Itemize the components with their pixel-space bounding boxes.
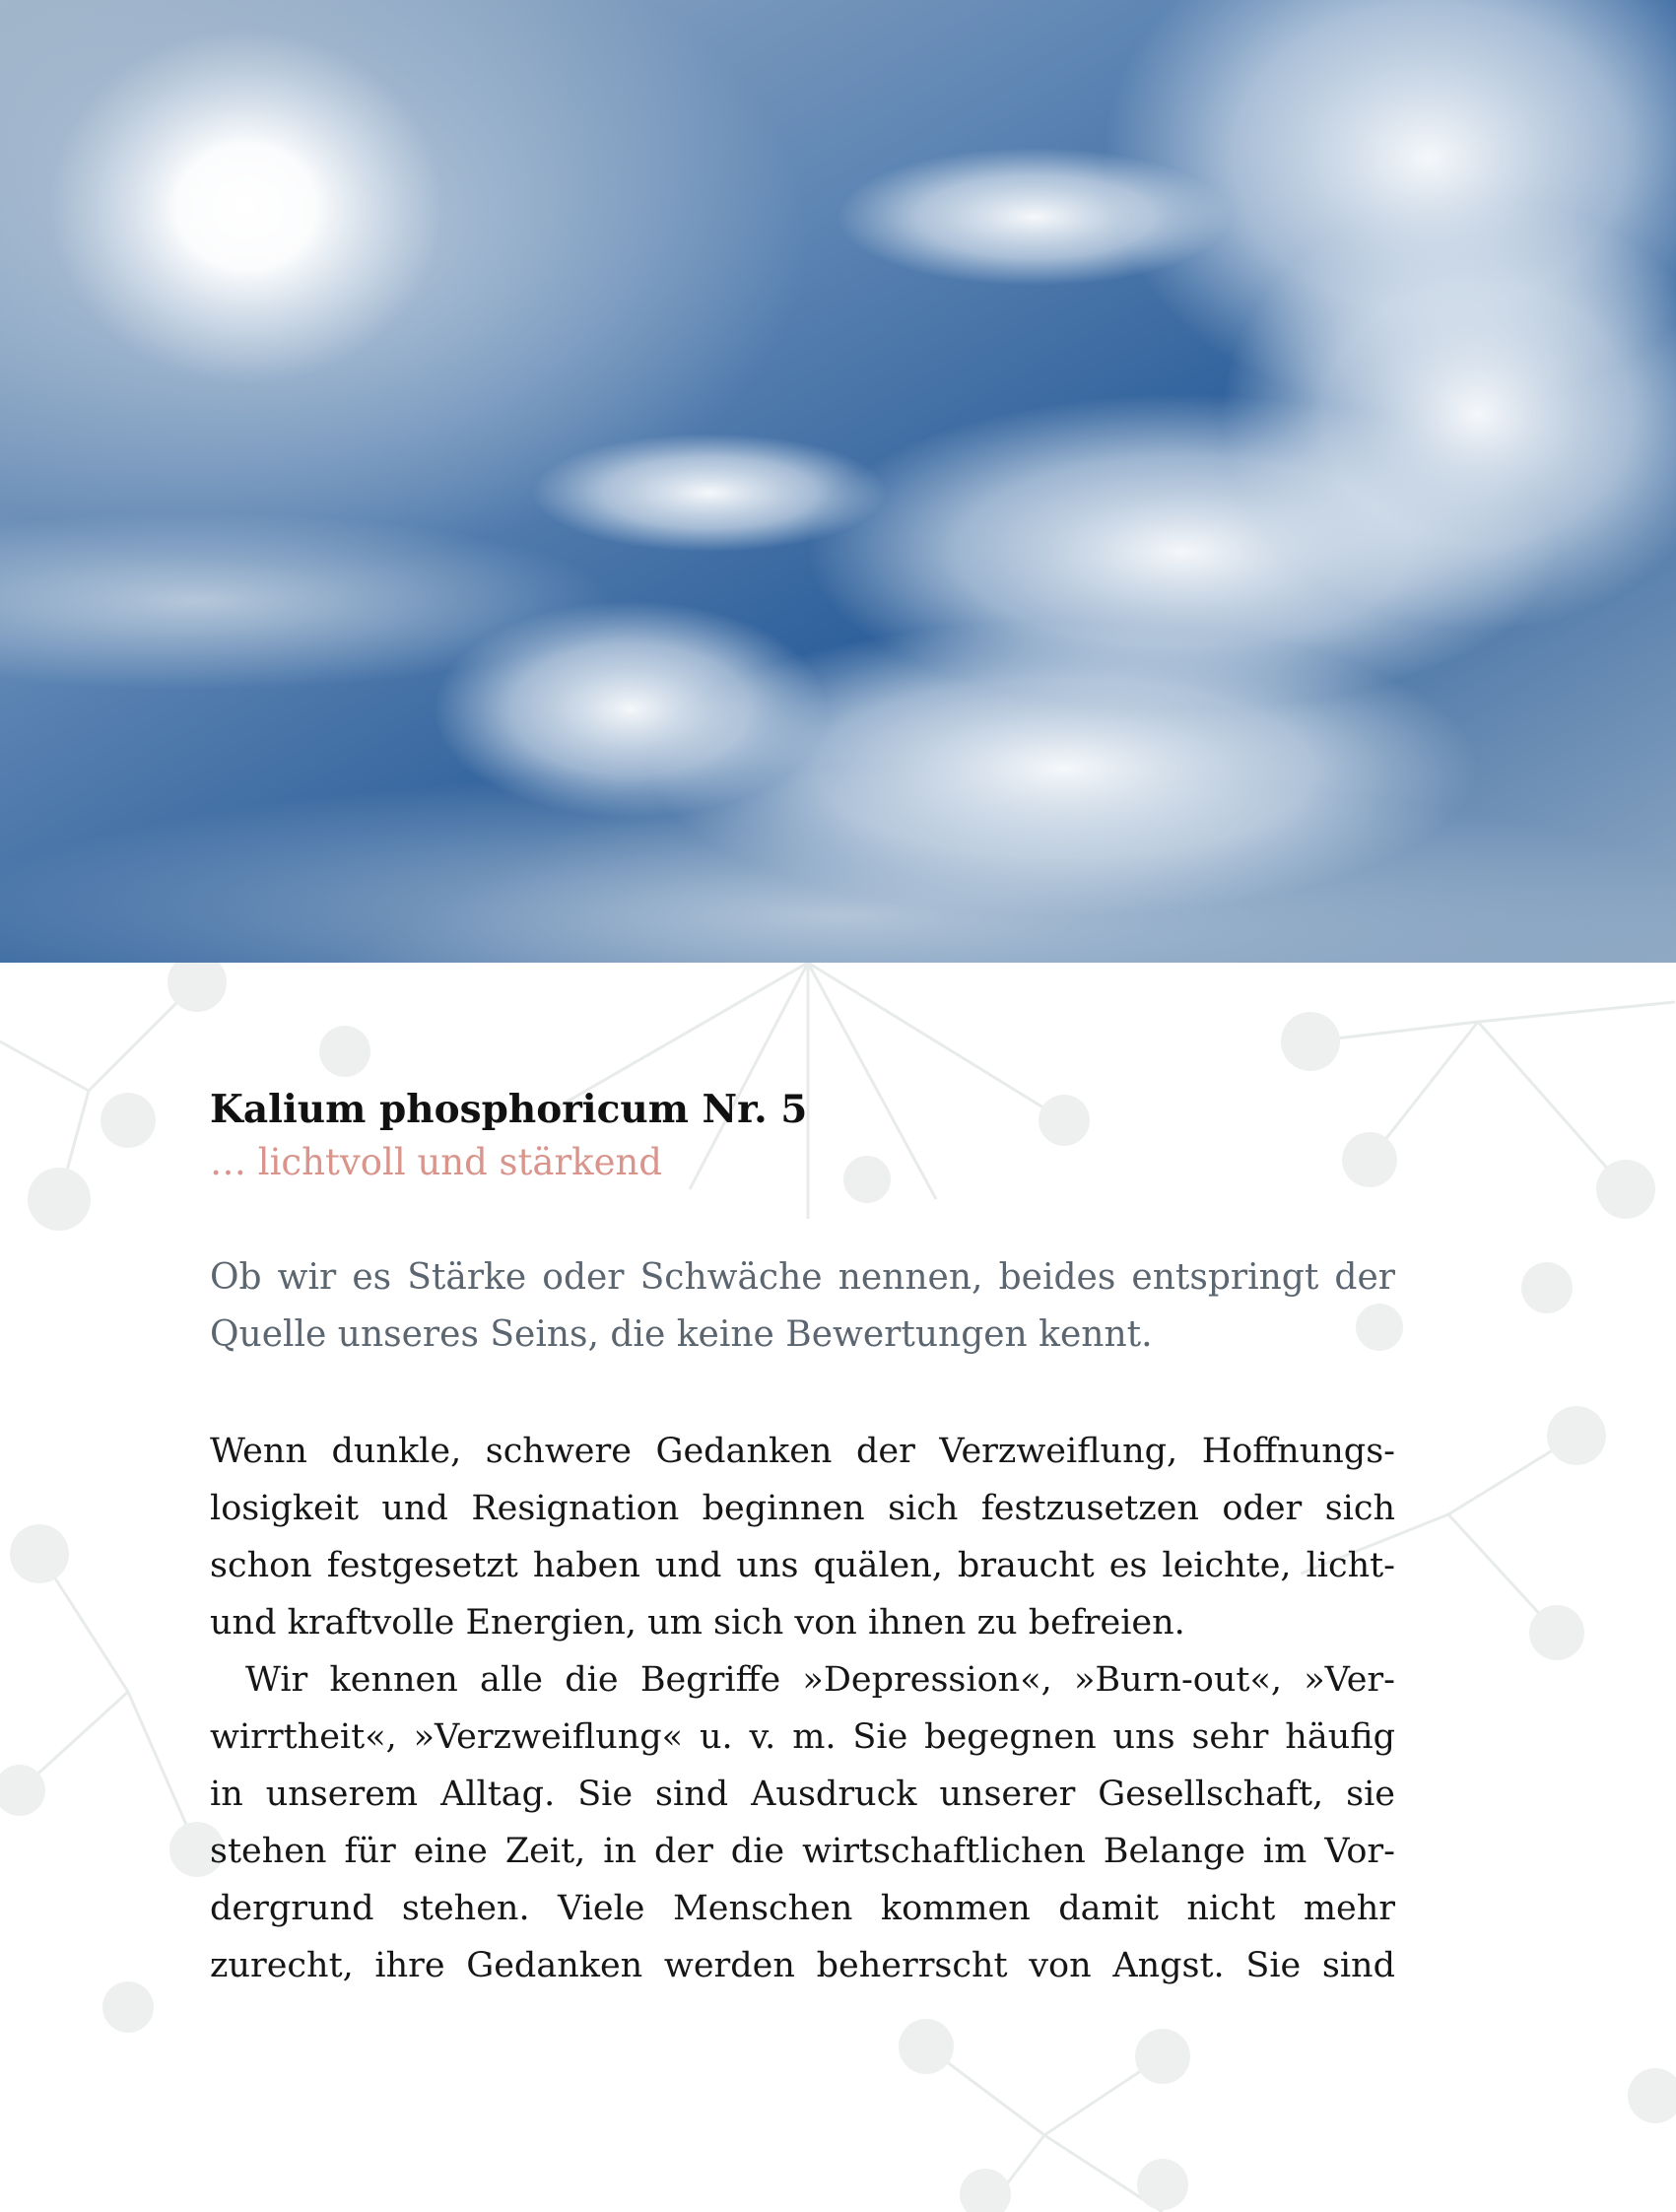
- body-line: dergrund stehen. Viele Menschen kommen damit nicht mehr: [210, 1889, 1395, 1928]
- body-line: Wir kennen alle die Begriffe »Depression«, »Burn-out«, »Ver-: [245, 1660, 1395, 1700]
- article-subtitle: … lichtvoll und stärkend: [210, 1141, 662, 1183]
- body-line: in unserem Alltag. Sie sind Ausdruck unserer Gesellschaft, sie: [210, 1775, 1395, 1814]
- body-line: und kraftvolle Energien, um sich von ihnen zu befreien.: [210, 1603, 1185, 1642]
- article-content: [210, 1084, 1395, 1994]
- lead-line: Ob wir es Stärke oder Schwäche nennen, beides entspringt der: [210, 1257, 1395, 1298]
- body-text: [210, 1423, 1395, 1994]
- body-line: schon festgesetzt haben und uns quälen, braucht es leichte, licht-: [210, 1546, 1395, 1585]
- body-line: wirrtheit«, »Verzweiflung« u. v. m. Sie begegnen uns sehr häufig: [210, 1717, 1395, 1757]
- lead-paragraph: [210, 1249, 1395, 1364]
- body-line: losigkeit und Resignation beginnen sich festzusetzen oder sich: [210, 1489, 1395, 1528]
- lead-line: Quelle unseres Seins, die keine Bewertungen kennt.: [210, 1314, 1153, 1355]
- body-line: zurecht, ihre Gedanken werden beherrscht von Angst. Sie sind: [210, 1946, 1395, 1985]
- body-line: stehen für eine Zeit, in der die wirtschaftlichen Belange im Vor-: [210, 1832, 1395, 1871]
- article-title: Kalium phosphoricum Nr. 5: [210, 1087, 808, 1132]
- sky-photo: [0, 0, 1676, 963]
- body-line: Wenn dunkle, schwere Gedanken der Verzweiflung, Hoffnungs-: [210, 1432, 1395, 1471]
